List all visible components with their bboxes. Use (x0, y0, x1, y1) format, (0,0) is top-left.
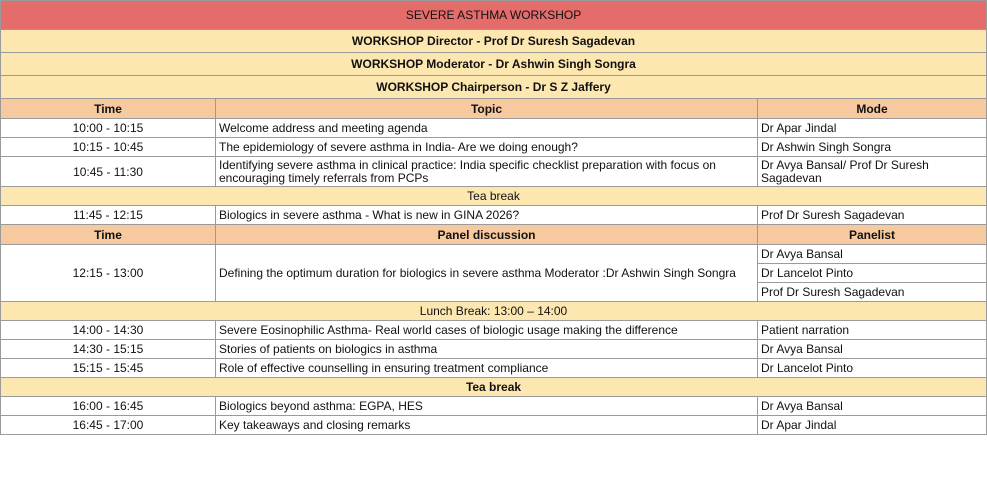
cell-topic[interactable]: Biologics beyond asthma: EGPA, HES (216, 397, 758, 416)
cell-mode[interactable]: Dr Avya Bansal (758, 397, 987, 416)
tea-break-label[interactable]: Tea break (1, 187, 987, 206)
workshop-title[interactable]: SEVERE ASTHMA WORKSHOP (1, 1, 987, 30)
cell-topic[interactable]: Stories of patients on biologics in asthma (216, 340, 758, 359)
cell-time[interactable]: 10:00 - 10:15 (1, 119, 216, 138)
moderator-row (1, 53, 987, 76)
table-row (1, 119, 987, 138)
table-row (1, 359, 987, 378)
tea-break-row (1, 187, 987, 206)
cell-topic[interactable]: Key takeaways and closing remarks (216, 416, 758, 435)
cell-time[interactable]: 15:15 - 15:45 (1, 359, 216, 378)
cell-topic[interactable]: Welcome address and meeting agenda (216, 119, 758, 138)
header-topic[interactable]: Topic (216, 99, 758, 119)
cell-mode[interactable]: Patient narration (758, 321, 987, 340)
cell-topic[interactable]: Biologics in severe asthma - What is new in GINA 2026? (216, 206, 758, 225)
table-row (1, 157, 987, 187)
cell-mode[interactable]: Prof Dr Suresh Sagadevan (758, 206, 987, 225)
director-row (1, 30, 987, 53)
cell-time[interactable]: 10:45 - 11:30 (1, 157, 216, 187)
header-time[interactable]: Time (1, 99, 216, 119)
cell-mode[interactable]: Dr Apar Jindal (758, 119, 987, 138)
cell-time[interactable]: 11:45 - 12:15 (1, 206, 216, 225)
cell-topic[interactable]: Role of effective counselling in ensuring treatment compliance (216, 359, 758, 378)
header-time[interactable]: Time (1, 225, 216, 245)
cell-mode[interactable]: Dr Apar Jindal (758, 416, 987, 435)
table-row (1, 321, 987, 340)
lunch-break-label[interactable]: Lunch Break: 13:00 – 14:00 (1, 302, 987, 321)
table-row (1, 340, 987, 359)
cell-time[interactable]: 16:45 - 17:00 (1, 416, 216, 435)
cell-time[interactable]: 14:30 - 15:15 (1, 340, 216, 359)
cell-panel-topic[interactable]: Defining the optimum duration for biologics in severe asthma Moderator :Dr Ashwin Singh Songra (216, 245, 758, 302)
cell-mode[interactable]: Dr Lancelot Pinto (758, 359, 987, 378)
cell-time[interactable]: 14:00 - 14:30 (1, 321, 216, 340)
cell-mode[interactable]: Dr Avya Bansal (758, 340, 987, 359)
table-row (1, 416, 987, 435)
cell-panelist[interactable]: Dr Lancelot Pinto (758, 264, 987, 283)
cell-time[interactable]: 16:00 - 16:45 (1, 397, 216, 416)
cell-mode[interactable]: Dr Avya Bansal/ Prof Dr Suresh Sagadevan (758, 157, 987, 187)
cell-topic[interactable]: Identifying severe asthma in clinical practice: India specific checklist preparation with focus on encouraging timely referrals from PCPs (216, 157, 758, 187)
table-row (1, 397, 987, 416)
lunch-break-row (1, 302, 987, 321)
workshop-director[interactable]: WORKSHOP Director - Prof Dr Suresh Sagadevan (1, 30, 987, 53)
header-panel-discussion[interactable]: Panel discussion (216, 225, 758, 245)
cell-topic[interactable]: Severe Eosinophilic Asthma- Real world cases of biologic usage making the difference (216, 321, 758, 340)
header-mode[interactable]: Mode (758, 99, 987, 119)
cell-panelist[interactable]: Dr Avya Bansal (758, 245, 987, 264)
cell-time[interactable]: 10:15 - 10:45 (1, 138, 216, 157)
tea-break-label[interactable]: Tea break (1, 378, 987, 397)
title-row (1, 1, 987, 30)
header-row-topic (1, 99, 987, 119)
chairperson-row (1, 76, 987, 99)
header-panelist[interactable]: Panelist (758, 225, 987, 245)
panel-row (1, 245, 987, 264)
blank-area (0, 452, 987, 481)
table-row (1, 206, 987, 225)
table-row (1, 138, 987, 157)
cell-mode[interactable]: Dr Ashwin Singh Songra (758, 138, 987, 157)
cell-panelist[interactable]: Prof Dr Suresh Sagadevan (758, 283, 987, 302)
header-row-panel (1, 225, 987, 245)
workshop-moderator[interactable]: WORKSHOP Moderator - Dr Ashwin Singh Songra (1, 53, 987, 76)
cell-time[interactable]: 12:15 - 13:00 (1, 245, 216, 302)
tea-break-row (1, 378, 987, 397)
cell-topic[interactable]: The epidemiology of severe asthma in India- Are we doing enough? (216, 138, 758, 157)
workshop-chairperson[interactable]: WORKSHOP Chairperson - Dr S Z Jaffery (1, 76, 987, 99)
